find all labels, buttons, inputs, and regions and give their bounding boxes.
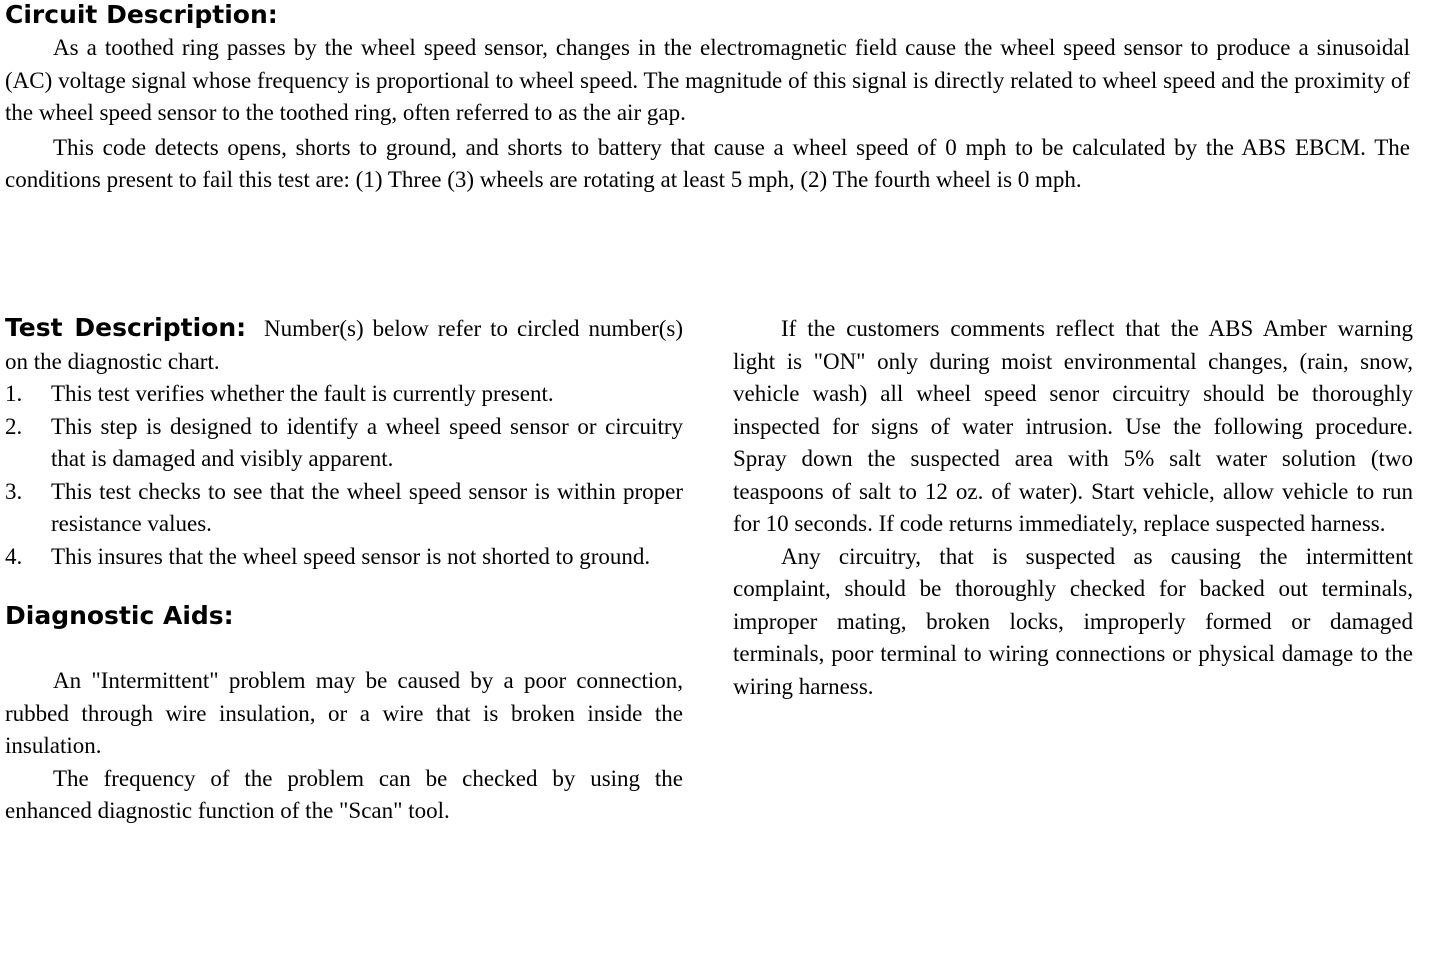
test-step: [5, 541, 683, 574]
circuit-paragraph-1: As a toothed ring passes by the wheel speed sensor, changes in the electromagnetic field cause the wheel speed sensor to produce a sinusoidal (AC) voltage signal whose frequency is proportional to wheel speed. The magnitude of this signal is directly related to wheel speed and the proximity of the wheel speed sensor to the toothed ring, often referred to as the air gap.: [5, 35, 1410, 125]
step-text: This test checks to see that the wheel speed sensor is within proper resistance values.: [51, 478, 683, 536]
test-steps-list: [5, 378, 683, 573]
diagnostic-paragraph-2: The frequency of the problem can be checked by using the enhanced diagnostic function of the "Scan" tool.: [5, 765, 683, 823]
circuitry-check-paragraph: Any circuitry, that is suspected as causing the intermittent complaint, should be thoroughly checked for backed out terminals, improper mating, broken locks, improperly formed or damaged terminals, poor terminal to wiring connections or physical damage to the wiring harness.: [733, 543, 1413, 699]
left-column: [5, 312, 683, 828]
test-step: [5, 378, 683, 411]
circuit-description-heading: Circuit Description:: [5, 0, 278, 29]
diagnostic-paragraph-1: An "Intermittent" problem may be caused by a poor connection, rubbed through wire insulation, or a wire that is broken inside the insulation.: [5, 668, 683, 758]
circuit-paragraph-2: This code detects opens, shorts to ground, and shorts to battery that cause a wheel speed of 0 mph to be calculated by the ABS EBCM. The conditions present to fail this test are: (1) Three (3) wheels are rotating at least 5 mph, (2) The fourth wheel is 0 mph.: [5, 134, 1410, 192]
diagnostic-aids-heading: Diagnostic Aids:: [5, 601, 234, 630]
step-number: 4.: [5, 543, 23, 569]
step-number: 2.: [5, 413, 23, 439]
step-text: This step is designed to identify a wheel speed sensor or circuitry that is damaged and visibly apparent.: [51, 413, 683, 471]
water-intrusion-paragraph: If the customers comments reflect that the ABS Amber warning light is "ON" only during moist environmental changes, (rain, snow, vehicle wash) all wheel speed senor circuitry should be thoroughly inspected for signs of water intrusion. Use the following procedure. Spray down the suspected area with 5% salt water solution (two teaspoons of salt to 12 oz. of water). Start vehicle, allow vehicle to run for 10 seconds. If code returns immediately, replace suspected harness.: [733, 316, 1413, 536]
step-number: 3.: [5, 478, 23, 504]
step-number: 1.: [5, 381, 23, 406]
test-description-intro: Number(s) below refer to circled number(s) on the diagnostic chart.: [5, 316, 683, 374]
step-text: This test verifies whether the fault is currently present.: [51, 381, 554, 406]
test-step: [5, 411, 683, 476]
test-description-block: [5, 312, 683, 378]
step-text: This insures that the wheel speed sensor is not shorted to ground.: [51, 543, 651, 569]
circuit-description-section: [5, 0, 1410, 197]
right-column: [733, 313, 1413, 703]
test-description-heading: Test Description:: [5, 313, 247, 342]
test-step: [5, 476, 683, 541]
